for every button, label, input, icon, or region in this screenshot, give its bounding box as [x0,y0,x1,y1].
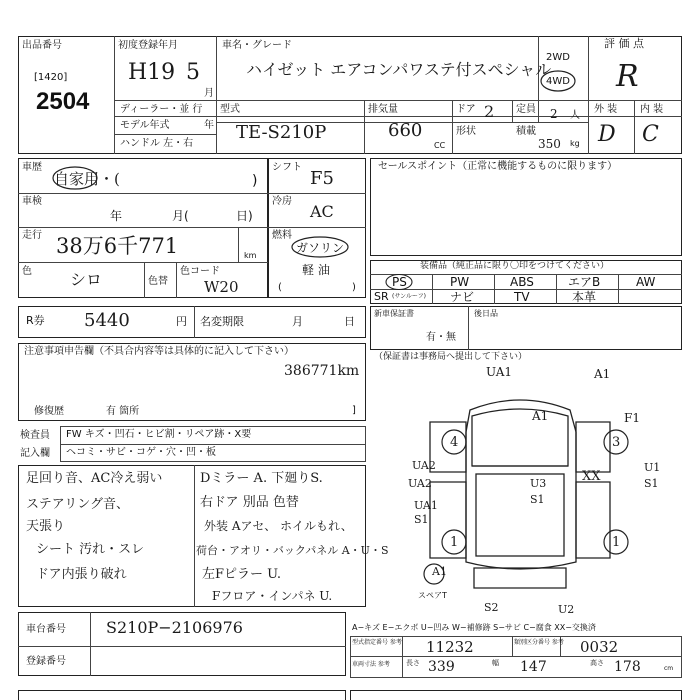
color-value: シロ [70,270,103,289]
note-line-3: 天張り [26,519,66,534]
first-reg-era: H19 [128,60,176,85]
model-year-label: モデル年式 [120,120,170,131]
km-unit: km [244,251,257,260]
inspector-row2: ヘコミ・サビ・コゲ・穴・凹・板 [66,447,216,458]
mark-s1-left: S1 [414,513,429,526]
equip-ps-circle [384,273,414,291]
mark-ua1-left: UA1 [414,499,438,512]
mark-ua1-top: UA1 [486,365,513,379]
shaken-day: 日) [236,209,253,223]
mark-u2: U2 [558,603,575,616]
note-line-4: シート 汚れ・スレ [36,542,145,557]
bottom-box-right [350,690,682,700]
bottom-box-left [18,690,346,700]
header-frame [18,36,682,154]
interior-label: 内 装 [640,104,664,115]
capacity-label: 定員 [516,104,536,115]
fuel-light: 軽 油 [302,263,330,277]
shaken-month: 月( [172,209,189,223]
shaken-year: 年 [110,209,123,223]
meigi-day: 日 [344,315,355,328]
inspection-notes-box [18,465,366,607]
sales-point-title: セールスポイント（正常に機能するものに限ります） [378,161,618,172]
mark-xx: XX [582,469,601,484]
score-value: R [616,59,639,94]
dim-label: 車両寸法 参考 [352,661,390,668]
length-label: 長さ [406,659,420,667]
mark-a1-front: A1 [532,409,549,423]
mark-1-right: 1 [612,535,621,550]
note-right-2: 右ドア 別品 色替 [200,495,299,510]
fuel-label: 燃料 [272,230,292,241]
score-label: 評 価 点 [604,37,644,50]
note-right-5: 左Fピラー U. [202,567,282,582]
equip-navi: ナビ [450,290,475,304]
warranty-value: 有・無 [426,332,456,343]
drive-2wd: 2WD [546,52,570,63]
history-label: 車歴 [22,162,42,173]
mark-u1-right: U1 [644,461,661,474]
handle-label: ハンドル 左・右 [120,138,194,149]
notes-title: 注意事項申告欄（不具合内容等は具体的に記入して下さい） [24,346,294,357]
history-close-paren: ) [252,173,258,189]
type-label: 型式 [220,104,240,115]
chassis-value: S210P−2106976 [106,618,243,637]
shift-value: F5 [310,168,334,189]
cm-unit: cm [664,665,674,672]
equip-sr: SR [374,290,389,303]
history-value: 自家用・( [54,170,120,188]
cc-unit: CC [434,141,446,150]
lot-prefix: [1420] [34,72,68,83]
lot-number: 2504 [36,88,90,115]
car-name-label: 車名・グレード [222,40,292,51]
equipment-title: 装備品（純正品に限り〇印をつけてください） [420,261,610,271]
drive-circle [538,68,578,94]
meigi-month: 月 [292,315,303,328]
load-value: 350 [538,137,561,151]
mark-s1-right: S1 [644,477,659,490]
diagram-title: （保証書は事務局へ提出して下さい） [374,352,528,362]
record-label: 記入欄 [20,448,50,459]
exterior-grade: D [598,122,616,147]
chassis-label: 車台番号 [26,624,66,635]
color-label: 色 [22,266,32,277]
warranty-label: 新車保証書 [374,309,414,318]
note-right-6: Fフロア・インパネ U. [212,589,333,603]
year-unit: 年 [204,120,214,131]
equip-tv: TV [514,290,530,304]
ac-value: AC [310,202,334,221]
lot-label: 出品番号 [22,40,62,51]
first-reg-label: 初度登録年月 [118,40,178,51]
shift-label: シフト [272,162,302,173]
equip-airbag: エアB [568,275,601,289]
recycle-value: 5440 [84,310,130,331]
length-value: 339 [428,659,455,675]
type-ref-value: 11232 [426,638,474,656]
drive-4wd: 4WD [546,76,570,87]
equip-aw: AW [636,275,656,289]
note-right-3: 外装 Aアセ、 ホイルもれ、 [204,519,353,533]
color-code-label: 色コード [180,266,220,277]
mark-s1-bed: S1 [530,493,545,506]
mark-f1: F1 [624,411,640,425]
mark-3: 3 [612,435,621,450]
sales-point-box [370,158,682,256]
mark-4: 4 [450,435,459,450]
equip-ps: PS [392,275,407,289]
displacement-label: 排気量 [368,104,398,115]
inspector-label: 検査員 [20,430,50,441]
repair-label: 修復歴 [34,406,64,417]
note-right-4: 荷台・アオリ・バックパネル A・U・S [196,544,389,557]
equip-abs: ABS [510,275,534,289]
person-unit: 人 [570,110,580,121]
doors-value: 2 [484,102,495,121]
recycle-box [18,306,366,338]
legend-line: A−キズ E−エクボ U−凹み W−補修跡 S−サビ C−腐食 XX−交換済 [352,623,596,632]
warranty-box [370,306,682,350]
equip-pw: PW [450,275,470,289]
fuel-circle [288,234,352,260]
fuel-gas: ガソリン [296,241,345,255]
month-unit: 月 [204,88,214,99]
doors-label: ドア [456,104,476,115]
mark-a1-top: A1 [594,367,611,381]
height-label: 高さ [590,659,604,667]
mileage-label: 走行 [22,230,42,241]
displacement-value: 660 [388,120,423,141]
repair-bracket: ] [352,405,356,416]
mark-ua2-b: UA2 [408,477,432,490]
height-value: 178 [614,659,641,675]
load-label: 積載 [516,126,536,137]
yen-unit: 円 [176,315,187,328]
mark-a1-spare: A1 [432,565,447,578]
width-value: 147 [520,659,547,675]
equip-leather: 本革 [572,290,597,304]
capacity-value: 2 [550,107,558,121]
note-line-2: ステアリング音、 [26,497,129,512]
class-ref-label: 類別区分番号 参考 [514,639,564,646]
recycle-label: R券 [26,314,45,327]
mark-ua2-a: UA2 [412,459,436,472]
fuel-paren-close: ) [352,282,356,293]
kg-unit: kg [570,139,580,148]
repair-value: 有 箇所 [106,406,140,417]
mark-s2: S2 [484,601,499,614]
shape-label: 形状 [456,126,476,137]
meigi-label: 名変期限 [200,315,244,328]
note-line-1: 足回り音、AC冷え弱い [26,471,163,486]
after-label: 後日品 [474,309,498,318]
mileage-value: 38万6千771 [56,234,179,258]
history-circle [50,164,100,192]
spare-label: スペアT [418,591,447,600]
inspector-row1: FW キズ・凹石・ヒビ割・リペア跡・X要 [66,429,252,440]
notes-handwritten: 386771km [284,363,360,379]
interior-grade: C [642,122,659,147]
mark-1-left: 1 [450,535,459,550]
vehicle-diagram [370,362,682,618]
fuel-paren-open: ( [278,282,282,293]
exterior-label: 外 装 [594,104,618,115]
mark-u3: U3 [530,477,547,490]
car-name: ハイゼット エアコンパワステ付スペシャル [246,60,552,79]
note-line-5: ドア内張り破れ [36,567,127,582]
color-change-label: 色替 [148,276,168,287]
color-code-value: W20 [204,278,239,296]
note-right-1: Dミラー A. 下廻りS. [200,471,323,486]
type-ref-label: 型式指定番号 参考 [352,639,402,646]
width-label: 幅 [492,659,499,667]
first-reg-month: 5 [186,60,200,85]
class-ref-value: 0032 [580,638,619,656]
ac-label: 冷房 [272,196,292,207]
type-value: TE-S210P [236,122,327,143]
equip-sunroof-note: (サンルーフ) [392,293,426,300]
dealer-label: ディーラー・並 行 [120,104,203,115]
shaken-label: 車検 [22,196,42,207]
reg-label: 登録番号 [26,656,66,667]
